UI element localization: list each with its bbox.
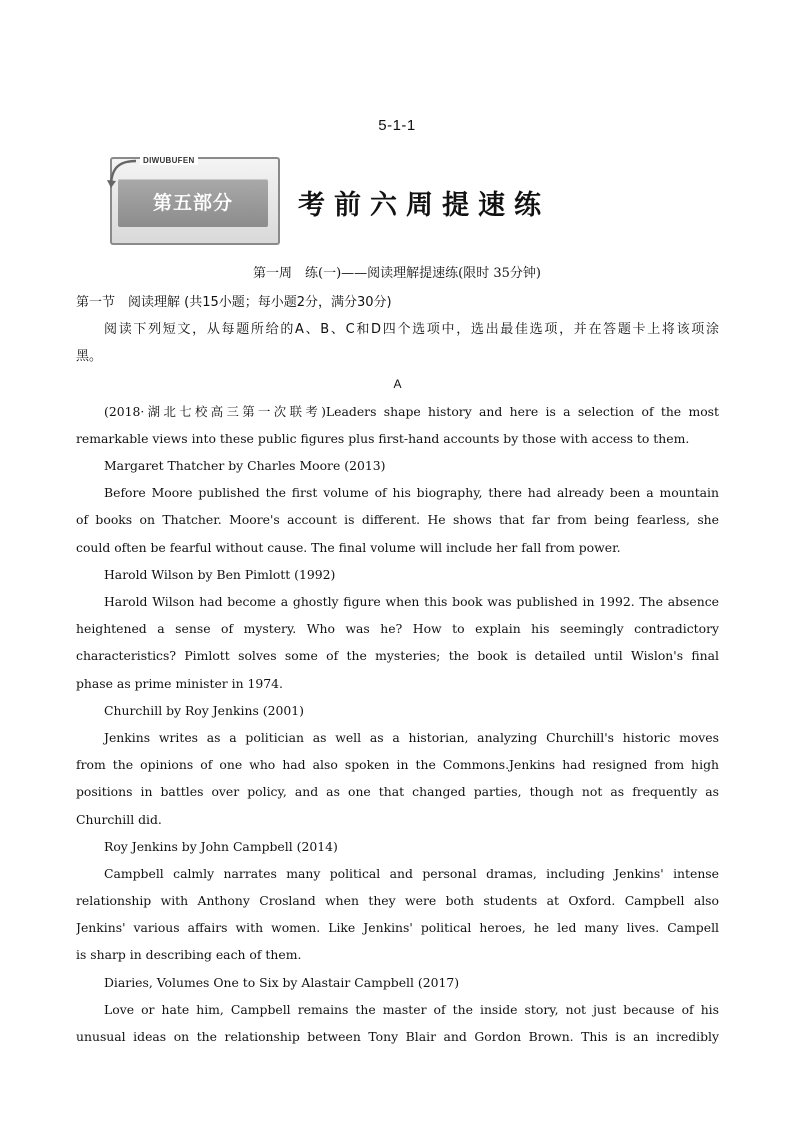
passage-line: unusual ideas on the relationship between Tony Blair and Gordon Brown. This is an incredibly xyxy=(76,1029,719,1045)
passage-line: heightened a sense of mystery. Who was he? How to explain his seemingly contradictory xyxy=(76,621,719,637)
instruction-line: 黑。 xyxy=(76,349,103,365)
passage-line: could often be fearful without cause. The final volume will include her fall from power. xyxy=(76,539,621,555)
passage-line: Diaries, Volumes One to Six by Alastair Campbell (2017) xyxy=(104,974,460,990)
passage-line: (2018·湖北七校高三第一次联考)Leaders shape history and here is a selection of the most xyxy=(104,403,719,419)
passage-line: phase as prime minister in 1974. xyxy=(76,675,283,691)
passage-line: remarkable views into these public figures plus first-hand accounts by those with access to them. xyxy=(76,430,690,446)
passage-line: relationship with Anthony Crosland when they were both students at Oxford. Campbell also xyxy=(76,893,719,909)
passage-line: Before Moore published the first volume of his biography, there had already been a mountain xyxy=(104,485,719,501)
passage-line: Churchill by Roy Jenkins (2001) xyxy=(104,702,304,718)
passage-line: Harold Wilson by Ben Pimlott (1992) xyxy=(104,566,336,582)
week-title: 第一周 练(一)——阅读理解提速练(限时 35分钟) xyxy=(253,266,541,281)
passage-line: positions in battles over policy, and as one that changed parties, though not as frequently as xyxy=(76,784,719,800)
passage-line: Campbell calmly narrates many political and personal dramas, including Jenkins' intense xyxy=(104,865,719,881)
instruction-line: 阅读下列短文，从每题所给的A、B、C和D四个选项中，选出最佳选项，并在答题卡上将该项涂 xyxy=(104,322,719,338)
section-title: 考前六周提速练 xyxy=(298,190,550,221)
passage-line: Roy Jenkins by John Campbell (2014) xyxy=(104,838,338,854)
passage-line: Love or hate him, Campbell remains the master of the inside story, not just because of his xyxy=(104,1001,719,1017)
page-number: 5-1-1 xyxy=(378,117,416,134)
passage-line: from the opinions of one who had also spoken in the Commons.Jenkins had resigned from high xyxy=(76,757,719,773)
passage-line: Churchill did. xyxy=(76,811,162,827)
passage-line: Jenkins' various affairs with women. Like Jenkins' political heroes, he led many lives. Campell xyxy=(76,920,719,936)
section-heading: 第一节 阅读理解 (共15小题；每小题2分，满分30分) xyxy=(76,295,392,310)
banner-label: 第五部分 xyxy=(152,192,233,214)
passage-line: is sharp in describing each of them. xyxy=(76,947,302,963)
passage-a xyxy=(76,398,719,1051)
banner-tag: DIWUBUFEN xyxy=(140,156,198,165)
part-banner xyxy=(110,157,280,245)
passage-line: Jenkins writes as a politician as well as a historian, analyzing Churchill's historic moves xyxy=(104,729,719,745)
passage-line: Harold Wilson had become a ghostly figure when this book was published in 1992. The absence xyxy=(104,593,719,609)
passage-label: A xyxy=(393,376,402,391)
passage-line: Margaret Thatcher by Charles Moore (2013) xyxy=(104,457,386,473)
passage-line: characteristics? Pimlott solves some of the mysteries; the book is detailed until Wislon's final xyxy=(76,648,719,664)
document-body xyxy=(76,289,719,1050)
passage-line: of books on Thatcher. Moore's account is different. He shows that far from being fearless, she xyxy=(76,512,719,528)
